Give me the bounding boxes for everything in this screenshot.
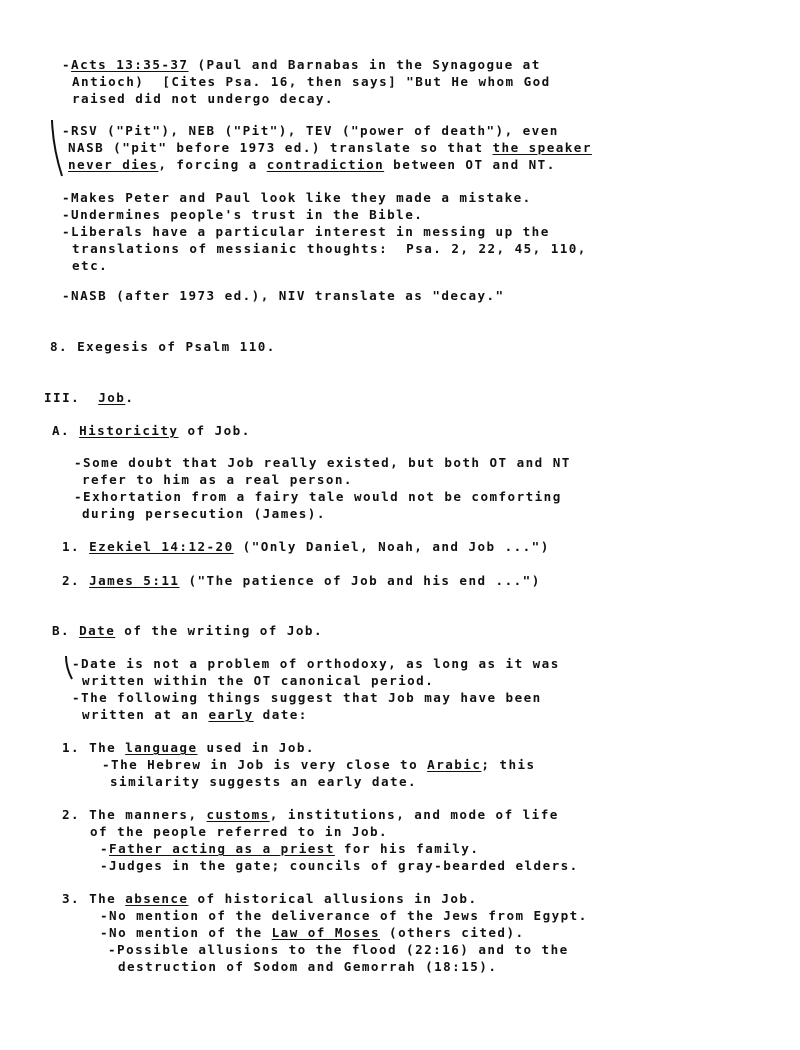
date-item-3: 3. The absence of historical allusions in Job. <box>62 891 478 906</box>
date-line-2: written within the OT canonical period. <box>82 673 435 688</box>
acts-citation-line-2: Antioch) [Cites Psa. 16, then says] "But He whom God <box>72 74 551 89</box>
date-item-1-line-2: -The Hebrew in Job is very close to Arabic; this <box>102 757 536 772</box>
psalm-110-heading: 8. Exegesis of Psalm 110. <box>50 339 276 354</box>
translations-line-2: NASB ("pit" before 1973 ed.) translate so that the speaker <box>68 140 592 155</box>
section-iii-heading: III. Job. <box>44 390 135 405</box>
historicity-line-4: during persecution (James). <box>82 506 326 521</box>
consequence-line-2: -Undermines people's trust in the Bible. <box>62 207 424 222</box>
date-item-1: 1. The language used in Job. <box>62 740 315 755</box>
date-item-1-line-3: similarity suggests an early date. <box>110 774 418 789</box>
consequence-line-3: -Liberals have a particular interest in messing up the <box>62 224 550 239</box>
acts-citation-line-3: raised did not undergo decay. <box>72 91 334 106</box>
date-item-3-line-5: destruction of Sodom and Gemorrah (18:15). <box>118 959 498 974</box>
date-line-1: -Date is not a problem of orthodoxy, as long as it was <box>72 656 560 671</box>
translations-line-1: -RSV ("Pit"), NEB ("Pit"), TEV ("power of death"), even <box>62 123 559 138</box>
date-item-2-line-3: -Father acting as a priest for his family. <box>100 841 480 856</box>
section-a-heading: A. Historicity of Job. <box>52 423 251 438</box>
date-line-3: -The following things suggest that Job may have been <box>72 690 542 705</box>
consequence-line-5: etc. <box>72 258 109 273</box>
historicity-line-3: -Exhortation from a fairy tale would not be comforting <box>74 489 562 504</box>
translations-line-3: never dies, forcing a contradiction between OT and NT. <box>68 157 556 172</box>
acts-reference: Acts 13:35-37 <box>71 57 189 72</box>
date-item-2-line-2: of the people referred to in Job. <box>90 824 389 839</box>
acts-citation-line-1: -Acts 13:35-37 (Paul and Barnabas in the Synagogue at <box>62 57 541 72</box>
section-b-heading: B. Date of the writing of Job. <box>52 623 323 638</box>
date-item-3-line-2: -No mention of the deliverance of the Jews from Egypt. <box>100 908 588 923</box>
date-item-3-line-3: -No mention of the Law of Moses (others cited). <box>100 925 525 940</box>
consequence-line-1: -Makes Peter and Paul look like they made a mistake. <box>62 190 532 205</box>
date-item-2: 2. The manners, customs, institutions, and mode of life <box>62 807 559 822</box>
consequence-line-4: translations of messianic thoughts: Psa. 2, 22, 45, 110, <box>72 241 587 256</box>
historicity-item-1: 1. Ezekiel 14:12-20 ("Only Daniel, Noah, and Job ...") <box>62 539 550 554</box>
historicity-item-2: 2. James 5:11 ("The patience of Job and his end ...") <box>62 573 541 588</box>
historicity-line-1: -Some doubt that Job really existed, but both OT and NT <box>74 455 571 470</box>
date-item-3-line-4: -Possible allusions to the flood (22:16) and to the <box>108 942 569 957</box>
date-line-4: written at an early date: <box>82 707 308 722</box>
date-item-2-line-4: -Judges in the gate; councils of gray-bearded elders. <box>100 858 579 873</box>
nasb-niv-line: -NASB (after 1973 ed.), NIV translate as "decay." <box>62 288 505 303</box>
historicity-line-2: refer to him as a real person. <box>82 472 353 487</box>
